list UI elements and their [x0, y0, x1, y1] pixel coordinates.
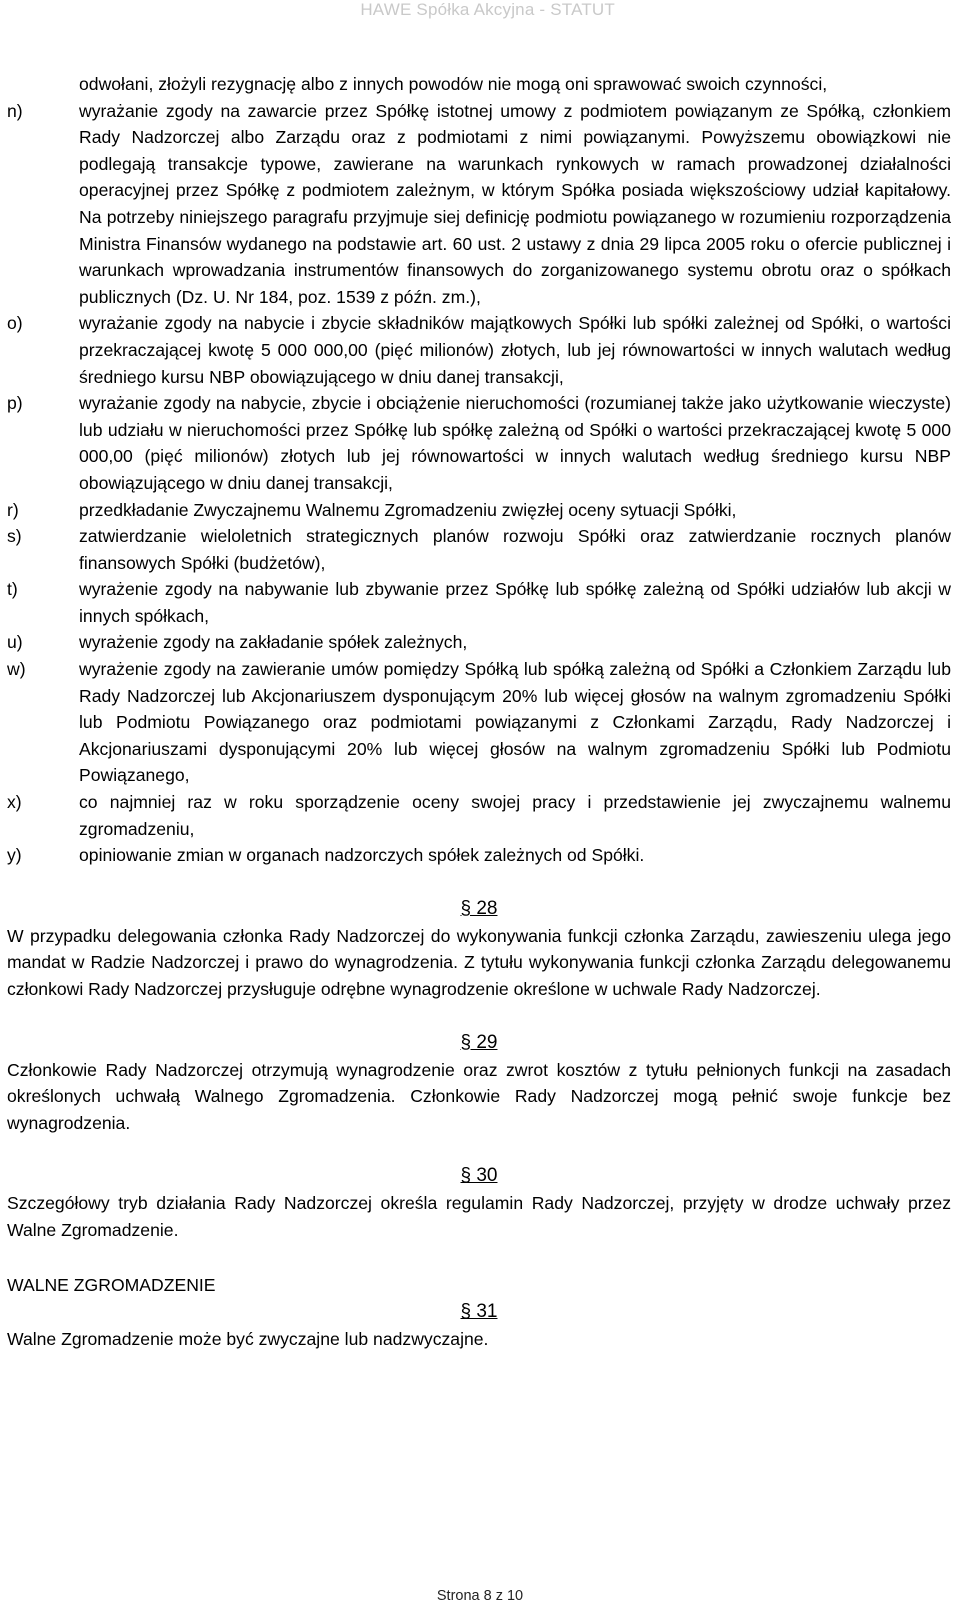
- section-title-29: § 29: [460, 1031, 498, 1053]
- list: [7, 98, 951, 869]
- section-title-31: § 31: [460, 1301, 498, 1323]
- list-item: [7, 98, 951, 311]
- chapter-heading: WALNE ZGROMADZENIE: [7, 1274, 216, 1295]
- list-item: [7, 390, 951, 496]
- list-item: [7, 656, 951, 789]
- document-body: [7, 71, 951, 1353]
- list-item-text: wyrażenie zgody na zakładanie spółek zależnych,: [79, 632, 468, 653]
- list-item: [7, 497, 951, 524]
- list-item-text: przedkładanie Zwyczajnemu Walnemu Zgromadzeniu zwięzłej oceny sytuacji Spółki,: [79, 499, 737, 520]
- section-title-28: § 28: [460, 897, 498, 919]
- list-marker: s): [7, 526, 22, 547]
- list-marker: u): [7, 632, 23, 653]
- list-item-text: wyrażanie zgody na nabycie i zbycie składników majątkowych Spółki lub spółki zależnej od Spółki, o wartości przekraczającej kwotę 5 000 000,00 (pięć milionów) złotych, lub jej równowartości w innych walutach według średniego kursu NBP obowiązującego w dniu danej transakcji,: [79, 313, 951, 387]
- section-text-31: Walne Zgromadzenie może być zwyczajne lub nadzwyczajne.: [7, 1329, 489, 1350]
- document-header: HAWE Spółka Akcyjna - STATUT: [360, 0, 615, 19]
- list-item: [7, 576, 951, 629]
- list-item-text: wyrażenie zgody na nabywanie lub zbywanie przez Spółkę lub spółkę zależną od Spółki udziałów lub akcji w innych spółkach,: [79, 579, 951, 626]
- list-item: [7, 789, 951, 842]
- list-item-text: co najmniej raz w roku sporządzenie oceny swojej pracy i przedstawienie jej zwyczajnemu walnemu zgromadzeniu,: [79, 792, 951, 839]
- list-marker: t): [7, 579, 18, 600]
- section-text-29: Członkowie Rady Nadzorczej otrzymują wynagrodzenie oraz zwrot kosztów z tytułu pełnionych funkcji na zasadach określonych uchwałą Walnego Zgromadzenia. Członkowie Rady Nadzorczej mogą pełnić swoje funkcje bez wynagrodzenia.: [7, 1059, 951, 1133]
- list-marker: y): [7, 845, 22, 866]
- list-continuation: odwołani, złożyli rezygnację albo z innych powodów nie mogą oni sprawować swoich czynności,: [79, 74, 828, 94]
- list-marker: w): [7, 659, 26, 680]
- list-item: [7, 310, 951, 390]
- list-item: [7, 629, 951, 656]
- list-marker: n): [7, 100, 23, 121]
- list-marker: r): [7, 499, 19, 520]
- section-text-30: Szczegółowy tryb działania Rady Nadzorczej określa regulamin Rady Nadzorczej, przyjęty w drodze uchwały przez Walne Zgromadzenie.: [7, 1193, 951, 1240]
- list-marker: p): [7, 393, 23, 414]
- list-item-text: wyrażanie zgody na nabycie, zbycie i obciążenie nieruchomości (rozumianej także jako użytkowanie wieczyste) lub udziału w nieruchomości przez Spółkę lub spółkę zależną od Spółki o wartości przekraczającej kwotę 5 000 000,00 (pięć milionów) złotych lub jej równowartości w innych walutach według średniego kursu NBP obowiązującego w dniu danej transakcji,: [79, 393, 951, 493]
- section-text-28: W przypadku delegowania członka Rady Nadzorczej do wykonywania funkcji członka Zarządu, zawieszeniu ulega jego mandat w Radzie Nadzorczej i prawo do wynagrodzenia. Z tytułu wykonywania funkcji członka Zarządu delegowanemu członkowi Rady Nadzorczej przysługuje odrębne wynagrodzenie określone w uchwale Rady Nadzorczej.: [7, 925, 951, 999]
- list-item: [7, 842, 951, 869]
- list-marker: x): [7, 792, 22, 813]
- list-item-text: wyrażanie zgody na zawarcie przez Spółkę istotnej umowy z podmiotem powiązanym ze Spółką, członkiem Rady Nadzorczej albo Zarządu oraz z podmiotami z nimi powiązanymi. Powyższemu obowiązkowi nie podlegają transakcje typowe, zawierane na warunkach rynkowych w ramach prowadzonej działalności operacyjnej przez Spółkę z podmiotem zależnym, w którym Spółka posiada większościowy udział kapitałowy. Na potrzeby niniejszego paragrafu przyjmuje siej definicję podmiotu powiązanego w rozumieniu rozporządzenia Ministra Finansów wydanego na podstawie art. 60 ust. 2 ustawy z dnia 29 lipca 2005 roku o ofercie publicznej i warunkach wprowadzania instrumentów finansowych do zorganizowanego systemu obrotu oraz o spółkach publicznych (Dz. U. Nr 184, poz. 1539 z późn. zm.),: [79, 100, 951, 307]
- section-title-30: § 30: [460, 1165, 498, 1187]
- page-number: Strona 8 z 10: [436, 1588, 524, 1604]
- list-item: [7, 523, 951, 576]
- list-item-text: opiniowanie zmian w organach nadzorczych spółek zależnych od Spółki.: [79, 845, 645, 866]
- list-marker: o): [7, 313, 23, 334]
- list-item-text: zatwierdzanie wieloletnich strategicznych planów rozwoju Spółki oraz zatwierdzanie rocznych planów finansowych Spółki (budżetów),: [79, 526, 951, 573]
- list-item-text: wyrażenie zgody na zawieranie umów pomiędzy Spółką lub spółką zależną od Spółki a Członkiem Zarządu lub Rady Nadzorczej lub Akcjonariuszem dysponującym 20% lub więcej głosów na walnym zgromadzeniu Spółki lub Podmiotu Powiązanego oraz podmiotami powiązanymi z Członkami Zarządu, Rady Nadzorczej i Akcjonariuszami dysponującymi 20% lub więcej głosów na walnym zgromadzeniu Spółki lub Podmiotu Powiązanego,: [79, 659, 951, 786]
